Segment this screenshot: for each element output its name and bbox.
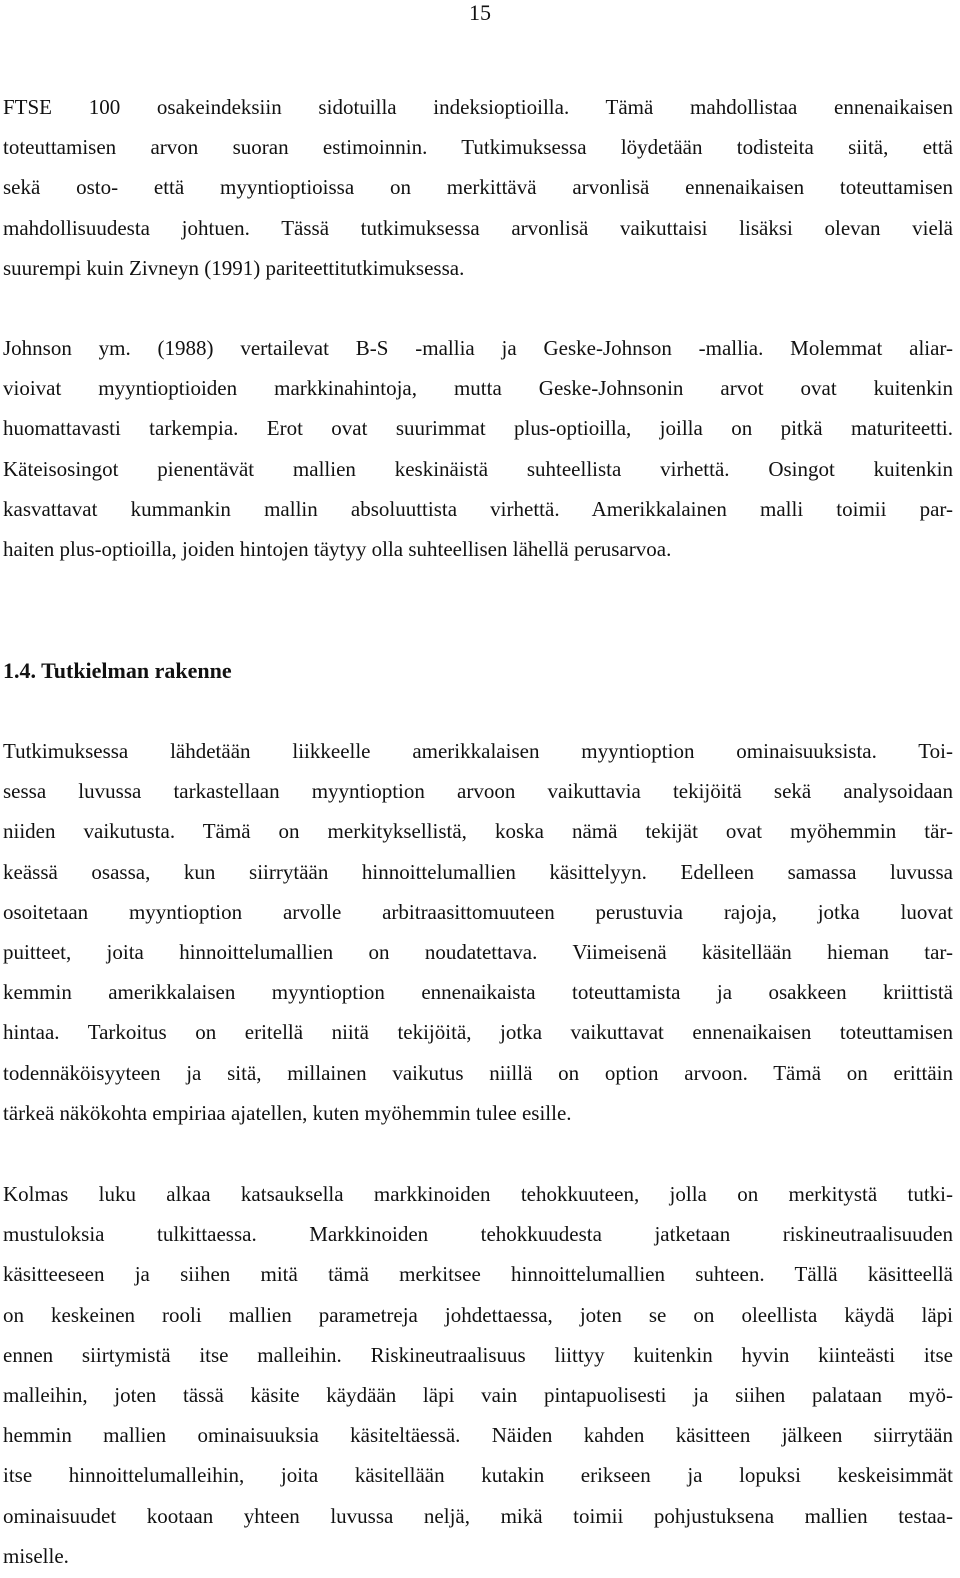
text-line: Johnson ym. (1988) vertailevat B-S -mallia ja Geske-Johnson -mallia. Molemmat aliar-: [3, 336, 953, 360]
text-line: niiden vaikutusta. Tämä on merkityksellistä, koska nämä tekijät ovat myöhemmin tär-: [3, 819, 953, 844]
text-line: sessa luvussa tarkastellaan myyntioption arvoon vaikuttavia tekijöitä sekä analysoidaan: [3, 779, 953, 804]
text-line: ennen siirtymistä itse malleihin. Riskineutraalisuus liittyy kuitenkin hyvin kiinteästi itse: [3, 1342, 953, 1367]
paragraph-2: [3, 328, 953, 569]
text-line: ominaisuudet kootaan yhteen luvussa neljä, mikä toimii pohjustuksena mallien testaa-: [3, 1503, 953, 1528]
text-line: osoitetaan myyntioption arvolle arbitraasittomuuteen perustuvia rajoja, jotka luovat: [3, 899, 953, 924]
text-line: Käteisosingot pienentävät mallien keskinäistä suhteellista virhettä. Osingot kuitenkin: [3, 456, 953, 481]
text-line: puitteet, joita hinnoittelumallien on noudatettava. Viimeisenä käsitellään hieman tar-: [3, 939, 953, 964]
paragraph-3: [3, 731, 953, 1133]
text-line: käsitteeseen ja siihen mitä tämä merkitsee hinnoittelumallien suhteen. Tällä käsitteellä: [3, 1262, 953, 1287]
text-line: kemmin amerikkalaisen myyntioption ennenaikaista toteuttamista ja osakkeen kriittistä: [3, 980, 953, 1005]
text-line: huomattavasti tarkempia. Erot ovat suurimmat plus-optioilla, joilla on pitkä maturiteetti.: [3, 416, 953, 441]
text-line: on keskeinen rooli mallien parametreja johdettaessa, joten se on oleellista käydä läpi: [3, 1302, 953, 1327]
text-line: mahdollisuudesta johtuen. Tässä tutkimuksessa arvonlisä vaikuttaisi lisäksi olevan vielä: [3, 215, 953, 240]
text-line: FTSE 100 osakeindeksiin sidotuilla indeksioptioilla. Tämä mahdollistaa ennenaikaisen: [3, 95, 953, 119]
page-number: 15: [469, 0, 491, 25]
text-line: sekä osto- että myyntioptioissa on merkittävä arvonlisä ennenaikaisen toteuttamisen: [3, 175, 953, 200]
paragraph-4: [3, 1174, 953, 1576]
text-line: todennäköisyyteen ja sitä, millainen vaikutus niillä on option arvoon. Tämä on erittäin: [3, 1060, 953, 1085]
paragraph-1: [3, 87, 953, 288]
text-line: mustuloksia tulkittaessa. Markkinoiden tehokkuudesta jatketaan riskineutraalisuuden: [3, 1222, 953, 1247]
text-line: keässä osassa, kun siirrytään hinnoittelumallien käsittelyyn. Edelleen samassa luvussa: [3, 859, 953, 884]
text-line: hemmin mallien ominaisuuksia käsiteltäessä. Näiden kahden käsitteen jälkeen siirrytään: [3, 1423, 953, 1448]
text-line: haiten plus-optioilla, joiden hintojen täytyy olla suhteellisen lähellä perusarvoa.: [3, 536, 672, 561]
text-line: miselle.: [3, 1543, 69, 1568]
section-heading: 1.4. Tutkielman rakenne: [3, 658, 232, 683]
text-line: suurempi kuin Zivneyn (1991) pariteettitutkimuksessa.: [3, 255, 465, 280]
text-line: Tutkimuksessa lähdetään liikkeelle amerikkalaisen myyntioption ominaisuuksista. Toi-: [3, 739, 953, 763]
text-line: vioivat myyntioptioiden markkinahintoja, mutta Geske-Johnsonin arvot ovat kuitenkin: [3, 376, 953, 401]
text-line: hintaa. Tarkoitus on eritellä niitä tekijöitä, jotka vaikuttavat ennenaikaisen toteuttamisen: [3, 1020, 953, 1045]
text-line: toteuttamisen arvon suoran estimoinnin. Tutkimuksessa löydetään todisteita siitä, että: [3, 135, 953, 160]
text-line: tärkeä näkökohta empiriaa ajatellen, kuten myöhemmin tulee esille.: [3, 1100, 572, 1125]
text-line: kasvattavat kummankin mallin absoluuttista virhettä. Amerikkalainen malli toimii par-: [3, 496, 953, 521]
text-line: malleihin, joten tässä käsite käydään läpi vain pintapuolisesti ja siihen palataan myö-: [3, 1382, 953, 1407]
text-line: itse hinnoittelumalleihin, joita käsitellään kutakin erikseen ja lopuksi keskeisimmät: [3, 1463, 953, 1488]
text-line: Kolmas luku alkaa katsauksella markkinoiden tehokkuuteen, jolla on merkitystä tutki-: [3, 1182, 953, 1206]
